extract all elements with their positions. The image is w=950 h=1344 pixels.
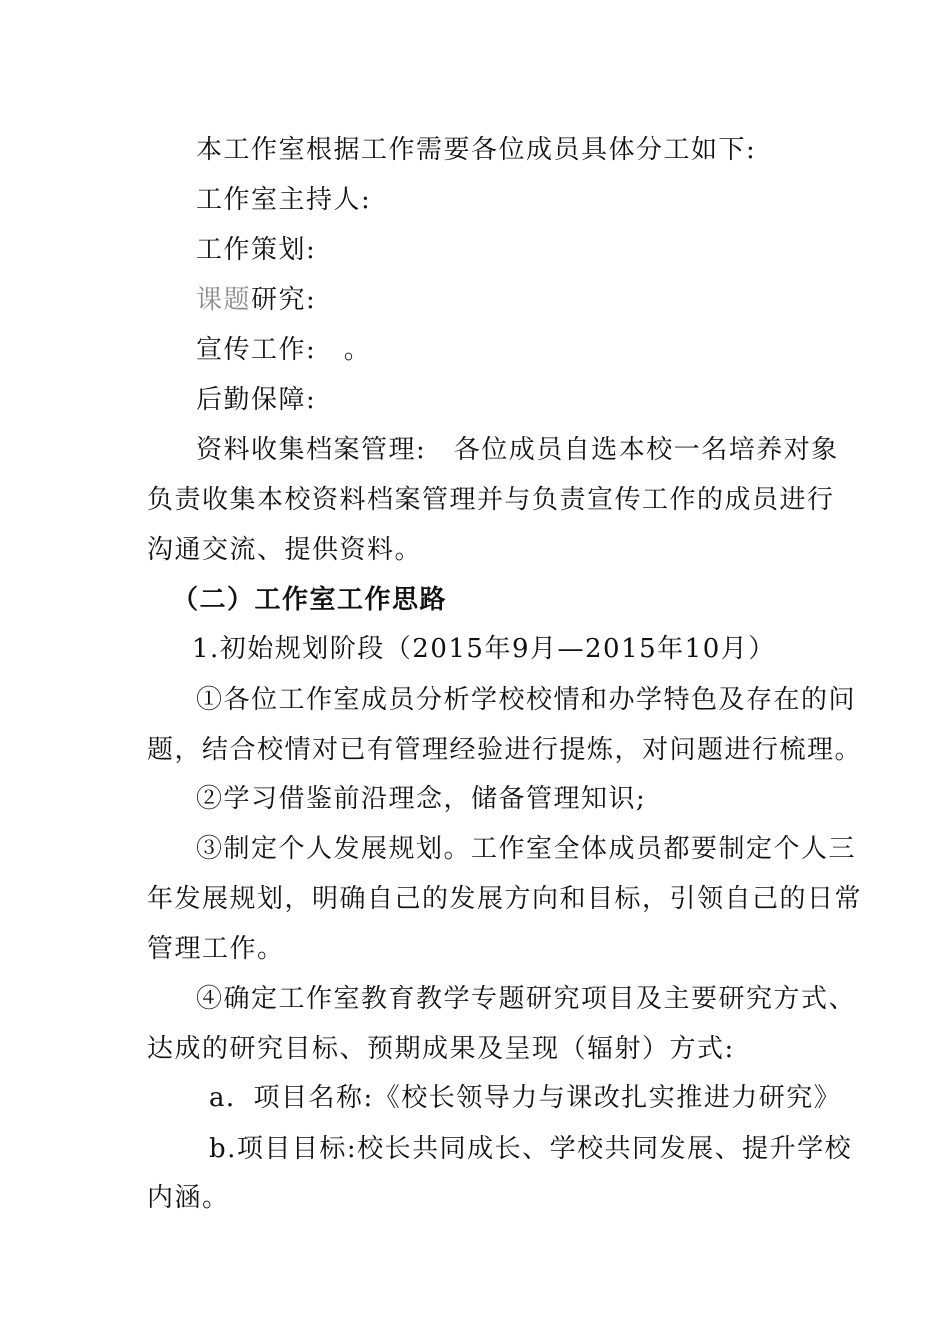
role-archive-line-3: 沟通交流、提供资料。 [147,535,423,565]
item-3-line-1: ③制定个人发展规划。工作室全体成员都要制定个人三 [196,834,857,864]
item-1-line-2: 题，结合校情对已有管理经验进行提炼，对问题进行梳理。 [147,735,863,765]
item-2: ②学习借鉴前沿理念，储备管理知识; [196,784,647,814]
section-heading-2: （二）工作室工作思路 [172,585,448,615]
item-1-line-1: ①各位工作室成员分析学校校情和办学特色及存在的问 [196,685,857,715]
item-4-line-2: 达成的研究目标、预期成果及呈现（辐射）方式: [147,1034,735,1064]
role-planning: 工作策划: [196,235,317,265]
role-archive-line-1: 资料收集档案管理: 各位成员自选本校一名培养对象 [196,435,839,465]
intro-paragraph: 本工作室根据工作需要各位成员具体分工如下: [196,135,757,165]
item-3-line-2: 年发展规划，明确自己的发展方向和目标，引领自己的日常 [147,884,863,914]
item-4-line-1: ④确定工作室教育教学专题研究项目及主要研究方式、 [196,984,857,1014]
role-publicity: 宣传工作: 。 [196,335,372,365]
role-logistics: 后勤保障: [196,385,317,415]
role-archive-line-2: 负责收集本校资料档案管理并与负责宣传工作的成员进行 [147,485,835,515]
stage-1-heading: 1.初始规划阶段（2015年9月—2015年10月） [192,634,776,664]
sub-item-b-line-2: 内涵。 [147,1183,230,1213]
sub-item-b-line-1: b.项目目标:校长共同成长、学校共同发展、提升学校 [209,1134,853,1164]
role-research [196,283,876,317]
sub-item-a: a．项目名称:《校长领导力与课改扎实推进力研究》 [209,1083,842,1113]
item-3-line-3: 管理工作。 [147,934,285,964]
role-research-gray-text: 课题 [196,285,252,315]
role-host: 工作室主持人: [196,185,372,215]
role-research-text: 研究: [251,285,317,315]
